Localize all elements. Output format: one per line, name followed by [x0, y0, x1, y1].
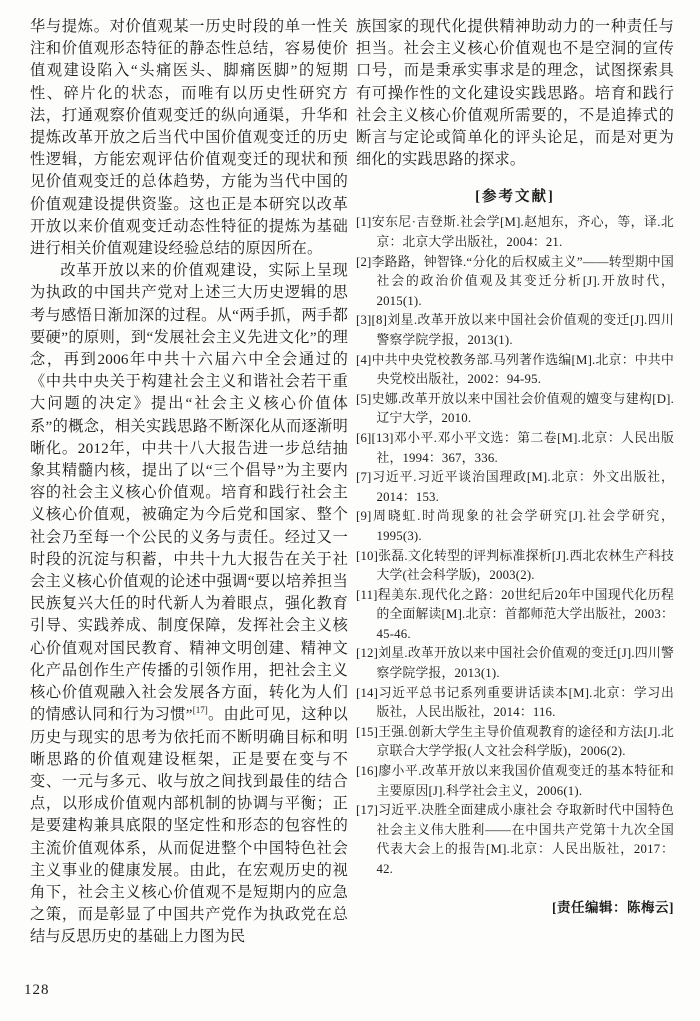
reference-item: [14]习近平总书记系列重要讲话读本[M].北京：学习出版社，人民出版社，2014：116.	[356, 685, 674, 720]
right-column	[356, 16, 674, 916]
reference-item: [3][8]刘星.改革开放以来中国社会价值观的变迁[J].四川警察学院学报，2013(1).	[356, 313, 674, 347]
reference-item: [12]刘星.改革开放以来中国社会价值观的变迁[J].四川警察学院学报，2013(1).	[356, 646, 674, 681]
body-paragraph	[30, 260, 348, 948]
body-paragraph-continuation	[356, 16, 674, 171]
reference-item: [10]张磊.文化转型的评判标准探析[J].西北农林生产科技大学(社会科学版)，2003(2).	[356, 548, 674, 583]
body-paragraph-continuation	[30, 16, 348, 260]
footnote-reference: [17]	[192, 705, 208, 716]
references-heading: [参考文献]	[475, 189, 555, 206]
left-column	[30, 16, 348, 949]
references-list	[356, 213, 674, 879]
reference-item: [5]史娜.改革开放以来中国社会价值观的嬗变与建构[D].辽宁大学，2010.	[356, 391, 674, 426]
reference-item: [7]习近平.习近平谈治国理政[M].北京：外文出版社，2014：153.	[356, 470, 674, 504]
reference-item: [2]李路路，钟智锋.“分化的后权威主义”——转型期中国社会的政治价值观及其变迁分析[J].开放时代，2015(1).	[356, 254, 674, 308]
reference-item: [15]王强.创新大学生主导价值观教育的途径和方法[J].北京联合大学学报(人文社会科学版)，2006(2).	[356, 724, 674, 759]
reference-item: [6][13]邓小平.邓小平文选：第二卷[M].北京：人民出版社，1994：367，336.	[356, 430, 674, 465]
reference-item: [1]安东尼·吉登斯.社会学[M].赵旭东，齐心，等，译.北京：北京大学出版社，2004：21.	[356, 215, 674, 250]
reference-item: [4]中共中央党校教务部.马列著作选编[M].北京：中共中央党校出版社，2002：94-95.	[356, 352, 674, 387]
paragraph-text: 族国家的现代化提供精神助动力的一种责任与担当。社会主义核心价值观也不是空洞的宣传口号，而是秉承实事求是的理念，试图探索具有可操作性的文化建设实践思路。培育和践行社会主义核心价值观所需要的，不是追捧式的断言与定论或简单化的评头论足，而是对更为细化的实践思路的探求。	[356, 18, 674, 169]
reference-item: [11]程美东.现代化之路：20世纪后20年中国现代化历程的全面解读[M].北京：首都师范大学出版社，2003：45-46.	[356, 587, 674, 641]
editor-credit: [责任编辑：陈梅云]	[552, 899, 674, 915]
paragraph-text: 。由此可见，这种以历史与现实的思考为依托而不断明确目标和明晰思路的价值观建设框架，正是要在变与不变、一元与多元、收与放之间找到最佳的结合点，以形成价值观内部机制的协调与平衡；正是要建构兼具底限的坚定性和形态的包容性的主流价值观体系，从而促进整个中国特色社会主义事业的健康发展。由此，在宏观历史的视角下，社会主义核心价值观不是短期内的应急之策，而是彰显了中国共产党作为执政党在总结与反思历史的基础上力图为民	[30, 706, 348, 946]
paragraph-text: 改革开放以来的价值观建设，实际上呈现为执政的中国共产党对上述三大历史逻辑的思考与感悟日渐加深的过程。从“两手抓，两手都要硬”的原则，到“发展社会主义先进文化”的理念，再到2006年中共十六届六中全会通过的《中共中央关于构建社会主义和谐社会若干重大问题的决定》提出“社会主义核心价值体系”的概念，相关实践思路不断深化从而逐渐明晰化。2012年，中共十八大报告进一步总结抽象其精髓内核，提出了以“三个倡导”为主要内容的社会主义核心价值观。培育和践行社会主义核心价值观，被确定为今后党和国家、整个社会乃至每一个公民的义务与责任。经过又一时段的沉淀与积蓄，中共十九大报告在关于社会主义核心价值观的论述中强调“要以培养担当民族复兴大任的时代新人为着眼点，强化教育引导、实践养成、制度保障，发挥社会主义核心价值观对国民教育、精神文明创建、精神文化产品创作生产传播的引领作用，把社会主义核心价值观融入社会发展各方面，转化为人们的情感认同和行为习惯”	[30, 262, 348, 724]
paragraph-text: 华与提炼。对价值观某一历史时段的单一性关注和价值观形态特征的静态性总结，容易使价值观建设陷入“头痛医头、脚痛医脚”的短期性、碎片化的状态，而唯有以历史性研究方法，打通观察价值观变迁的纵向通渠，升华和提炼改革开放之后当代中国价值观变迁的历史性逻辑，方能宏观评估价值观变迁的现状和预见价值观变迁的总体趋势，方能为当代中国的价值观建设提供资鉴。这也正是本研究以改革开放以来价值观变迁动态性特征的提炼为基础进行相关价值观建设经验总结的原因所在。	[30, 18, 348, 258]
reference-item: [16]廖小平.改革开放以来我国价值观变迁的基本特征和主要原因[J].科学社会主义，2006(1).	[356, 764, 674, 798]
reference-item: [9]周晓虹.时尚现象的社会学研究[J].社会学研究，1995(3).	[356, 509, 674, 543]
reference-item: [17]习近平.决胜全面建成小康社会 夺取新时代中国特色社会主义伟大胜利——在中国共产党第十九次全国代表大会上的报告[M].北京：人民出版社，2017：42.	[356, 803, 674, 877]
page-number: 128	[24, 982, 50, 998]
